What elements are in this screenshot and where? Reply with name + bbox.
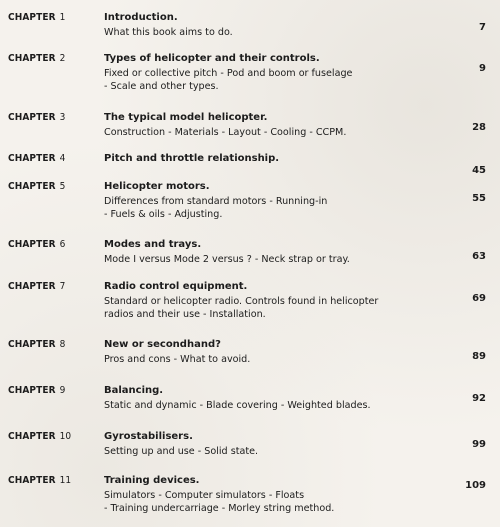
page-number: 45 (472, 165, 486, 176)
description-line: radios and their use - Installation. (104, 309, 266, 320)
chapter-label (8, 475, 71, 486)
chapter-word: CHAPTER (8, 239, 56, 250)
chapter-title: Pitch and throttle relationship. (104, 153, 280, 164)
chapter-title: Introduction. (104, 12, 178, 23)
description-line: Construction - Materials - Layout - Cooling - CCPM. (104, 127, 347, 138)
chapter-number: 11 (59, 475, 72, 486)
chapter-title: Gyrostabilisers. (104, 431, 193, 442)
chapter-label (8, 112, 65, 123)
chapter-title: Types of helicopter and their controls. (104, 53, 320, 64)
page-number: 7 (479, 22, 486, 33)
chapter-word: CHAPTER (8, 181, 56, 192)
description-line: Mode I versus Mode 2 versus ? - Neck strap or tray. (104, 254, 350, 265)
chapter-title: The typical model helicopter. (104, 112, 268, 123)
page-number: 28 (472, 122, 486, 133)
chapter-description (104, 195, 394, 221)
description-line: - Scale and other types. (104, 81, 219, 92)
chapter-description (104, 445, 394, 458)
chapter-label (8, 153, 65, 164)
chapter-word: CHAPTER (8, 53, 56, 64)
chapter-label (8, 12, 65, 23)
description-line: Standard or helicopter radio. Controls found in helicopter (104, 296, 379, 307)
page-number: 89 (472, 351, 486, 362)
chapter-number: 9 (59, 385, 66, 396)
page-number: 92 (472, 393, 486, 404)
description-line: Differences from standard motors - Running-in (104, 196, 328, 207)
description-line: What this book aims to do. (104, 27, 233, 38)
chapter-number: 2 (59, 53, 66, 64)
chapter-label (8, 53, 65, 64)
chapter-number: 3 (59, 112, 66, 123)
description-line: Pros and cons - What to avoid. (104, 354, 251, 365)
description-line: Fixed or collective pitch - Pod and boom or fuselage (104, 68, 353, 79)
page-number: 69 (472, 293, 486, 304)
chapter-title: Radio control equipment. (104, 281, 248, 292)
chapter-description (104, 399, 394, 412)
description-line: - Fuels & oils - Adjusting. (104, 209, 223, 220)
page-number: 63 (472, 251, 486, 262)
chapter-description (104, 67, 394, 93)
page-number: 99 (472, 439, 486, 450)
chapter-label (8, 339, 65, 350)
chapter-word: CHAPTER (8, 339, 56, 350)
chapter-label (8, 239, 65, 250)
chapter-description (104, 353, 394, 366)
chapter-number: 10 (59, 431, 72, 442)
chapter-number: 6 (59, 239, 66, 250)
chapter-number: 4 (59, 153, 66, 164)
chapter-description (104, 489, 394, 515)
chapter-word: CHAPTER (8, 431, 56, 442)
chapter-number: 5 (59, 181, 66, 192)
chapter-title: Training devices. (104, 475, 200, 486)
chapter-number: 1 (59, 12, 66, 23)
chapter-description (104, 126, 394, 139)
chapter-label (8, 385, 65, 396)
chapter-word: CHAPTER (8, 385, 56, 396)
chapter-description (104, 26, 394, 39)
description-line: Static and dynamic - Blade covering - Weighted blades. (104, 400, 371, 411)
chapter-title: Modes and trays. (104, 239, 202, 250)
chapter-label (8, 181, 65, 192)
chapter-word: CHAPTER (8, 153, 56, 164)
chapter-number: 8 (59, 339, 66, 350)
chapter-description (104, 295, 394, 321)
chapter-title: Helicopter motors. (104, 181, 210, 192)
chapter-label (8, 431, 71, 442)
chapter-label (8, 281, 65, 292)
chapter-word: CHAPTER (8, 475, 56, 486)
page-number: 55 (472, 193, 486, 204)
chapter-number: 7 (59, 281, 66, 292)
chapter-description (104, 253, 394, 266)
chapter-word: CHAPTER (8, 112, 56, 123)
description-line: Simulators - Computer simulators - Floats (104, 490, 305, 501)
page-number: 9 (479, 63, 486, 74)
chapter-title: New or secondhand? (104, 339, 221, 350)
description-line: Setting up and use - Solid state. (104, 446, 259, 457)
chapter-word: CHAPTER (8, 12, 56, 23)
page-number: 109 (465, 480, 486, 491)
description-line: - Training undercarriage - Morley string method. (104, 503, 335, 514)
chapter-title: Balancing. (104, 385, 164, 396)
chapter-word: CHAPTER (8, 281, 56, 292)
